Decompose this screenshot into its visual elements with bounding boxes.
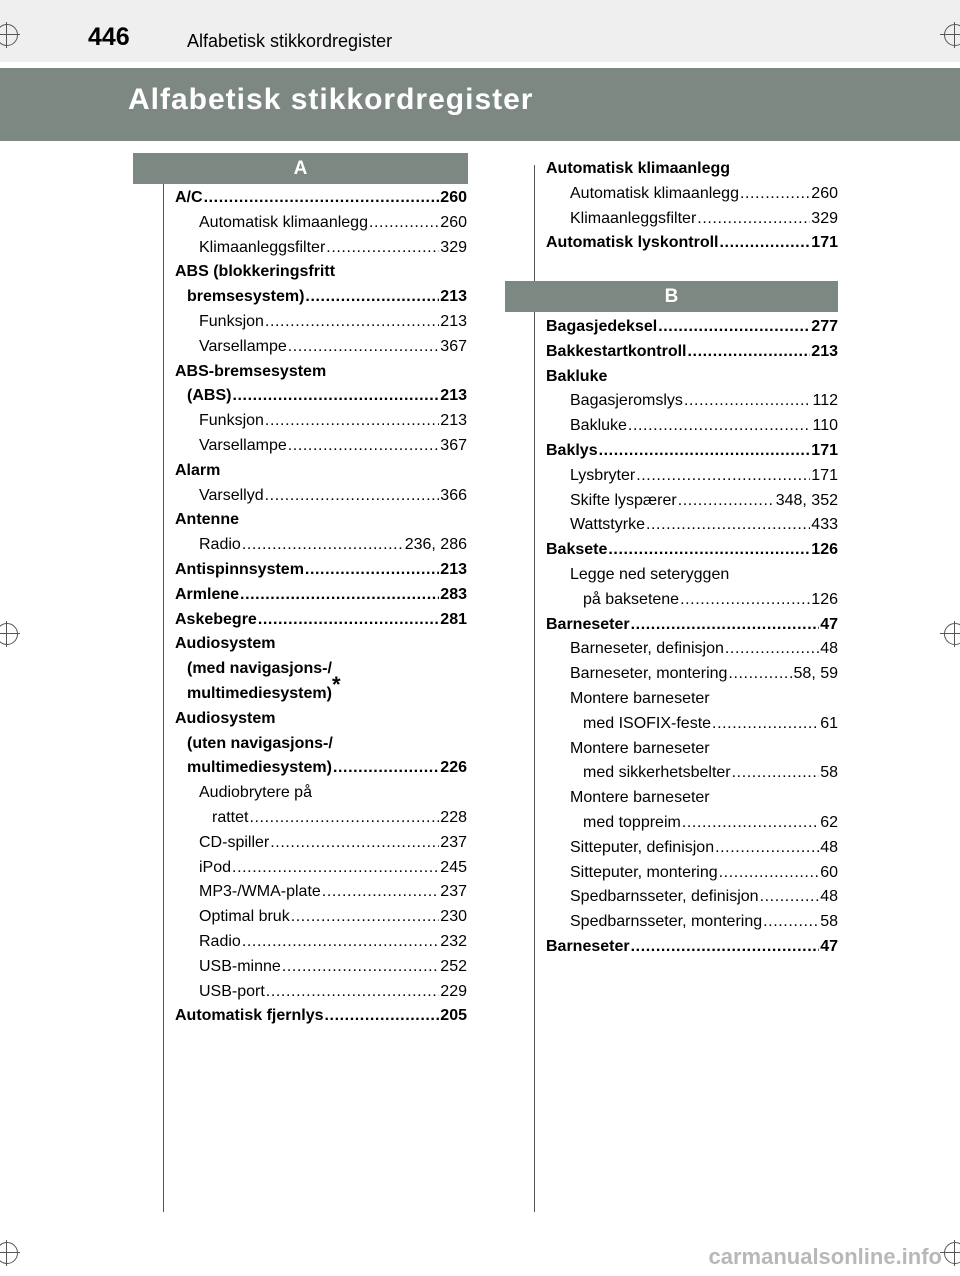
index-entry bbox=[546, 786, 838, 811]
entry-page-number: 232 bbox=[440, 932, 467, 950]
entry-term: Lysbryter bbox=[570, 466, 636, 484]
letter-band-b: B bbox=[505, 281, 838, 312]
entry-page-number: 433 bbox=[811, 516, 838, 534]
index-entry bbox=[175, 980, 467, 1005]
index-entry bbox=[175, 781, 467, 806]
dot-leader bbox=[712, 712, 819, 737]
entry-page-number: 126 bbox=[811, 541, 838, 559]
dot-leader bbox=[369, 211, 439, 236]
entry-page-number: 58, 59 bbox=[793, 665, 838, 683]
index-entry bbox=[175, 211, 467, 236]
dot-leader bbox=[249, 806, 439, 831]
entry-page-number: 112 bbox=[812, 392, 838, 410]
letter-band-a: A bbox=[133, 153, 468, 184]
page-number: 446 bbox=[88, 23, 130, 51]
entry-term: med sikkerhetsbelter bbox=[583, 764, 731, 782]
entry-term: MP3-/WMA-plate bbox=[199, 883, 321, 901]
entry-page-number: 48 bbox=[820, 838, 838, 856]
entry-page-number: 62 bbox=[820, 813, 838, 831]
index-entry bbox=[175, 459, 467, 484]
index-entry bbox=[175, 236, 467, 261]
index-entry bbox=[546, 231, 838, 256]
index-entry bbox=[175, 955, 467, 980]
dot-leader bbox=[305, 558, 439, 583]
entry-term: Baksete bbox=[546, 541, 608, 559]
entry-term: Bagasjedeksel bbox=[546, 318, 658, 335]
dot-leader bbox=[732, 761, 820, 786]
index-entry bbox=[175, 707, 467, 732]
index-entry bbox=[175, 360, 467, 385]
entry-term: Montere barneseter bbox=[570, 739, 710, 757]
dot-leader bbox=[715, 836, 819, 861]
entry-page-number: 283 bbox=[440, 585, 467, 603]
dot-leader bbox=[680, 588, 810, 613]
entry-page-number: 348, 352 bbox=[775, 491, 838, 509]
dot-leader bbox=[258, 608, 439, 633]
index-entry bbox=[546, 563, 838, 588]
entry-term: Askebegre bbox=[175, 610, 257, 628]
entry-page-number: 171 bbox=[811, 441, 838, 459]
dot-leader bbox=[631, 613, 820, 638]
index-entry bbox=[175, 285, 467, 310]
index-entry bbox=[546, 687, 838, 712]
index-entry bbox=[546, 315, 838, 340]
dot-leader bbox=[760, 885, 820, 910]
dot-leader bbox=[282, 955, 439, 980]
entry-term: Sitteputer, montering bbox=[570, 863, 718, 881]
entry-page-number: 237 bbox=[440, 833, 467, 851]
dot-leader bbox=[232, 384, 439, 409]
dot-leader bbox=[725, 637, 819, 662]
dot-leader bbox=[305, 285, 439, 310]
dot-leader bbox=[322, 880, 440, 905]
dot-leader bbox=[270, 831, 439, 856]
entry-page-number: 281 bbox=[440, 610, 467, 628]
index-column-right bbox=[546, 315, 838, 960]
entry-page-number: 226 bbox=[440, 759, 467, 777]
dot-leader bbox=[288, 335, 440, 360]
index-entry bbox=[175, 384, 467, 409]
entry-page-number: 260 bbox=[440, 213, 467, 231]
dot-leader bbox=[740, 182, 810, 207]
dot-leader bbox=[658, 315, 810, 340]
entry-term: ABS (blokkeringsfritt bbox=[175, 263, 336, 281]
entry-page-number: 58 bbox=[820, 913, 838, 931]
dot-leader bbox=[288, 434, 440, 459]
index-column-right-top bbox=[546, 157, 838, 256]
entry-term: Funksjon bbox=[199, 412, 264, 430]
entry-page-number: 236, 286 bbox=[404, 536, 467, 554]
entry-term: (uten navigasjons-/ bbox=[187, 734, 333, 752]
dot-leader bbox=[232, 856, 439, 881]
entry-term: Spedbarnsseter, definisjon bbox=[570, 888, 759, 906]
dot-leader bbox=[678, 489, 775, 514]
index-entry bbox=[546, 207, 838, 232]
entry-term: Sitteputer, definisjon bbox=[570, 838, 715, 856]
dot-leader bbox=[697, 207, 810, 232]
entry-term: Bakkestartkontroll bbox=[546, 342, 687, 360]
index-entry bbox=[546, 662, 838, 687]
dot-leader bbox=[728, 662, 792, 687]
entry-page-number: 213 bbox=[811, 342, 838, 360]
entry-term: multimediesystem) bbox=[187, 684, 332, 702]
entry-term: bremsesystem) bbox=[187, 288, 305, 306]
entry-term: Montere barneseter bbox=[570, 789, 710, 807]
dot-leader bbox=[265, 484, 440, 509]
entry-term: Barneseter bbox=[546, 937, 630, 955]
index-entry bbox=[546, 365, 838, 390]
index-entry bbox=[546, 861, 838, 886]
entry-term: Bakluke bbox=[570, 417, 627, 435]
entry-page-number: 126 bbox=[811, 590, 838, 608]
index-entry bbox=[546, 836, 838, 861]
index-entry bbox=[546, 182, 838, 207]
dot-leader bbox=[628, 414, 812, 439]
index-entry bbox=[175, 632, 467, 657]
index-entry bbox=[175, 671, 467, 707]
entry-page-number: 205 bbox=[440, 1007, 467, 1025]
index-entry bbox=[175, 186, 467, 211]
dot-leader bbox=[688, 340, 811, 365]
entry-term: Alarm bbox=[175, 461, 221, 479]
index-entry bbox=[546, 340, 838, 365]
entry-term: Armlene bbox=[175, 585, 240, 603]
entry-term: Funksjon bbox=[199, 312, 264, 330]
entry-term: USB-port bbox=[199, 982, 265, 1000]
index-column-left bbox=[175, 186, 467, 1029]
entry-page-number: 60 bbox=[820, 863, 838, 881]
entry-page-number: 213 bbox=[440, 288, 467, 306]
index-entry bbox=[175, 310, 467, 335]
index-entry bbox=[175, 335, 467, 360]
entry-term: (ABS) bbox=[187, 387, 232, 405]
dot-leader bbox=[682, 811, 819, 836]
entry-page-number: 213 bbox=[440, 560, 467, 578]
index-entry bbox=[546, 910, 838, 935]
dot-leader bbox=[240, 583, 439, 608]
dot-leader bbox=[333, 756, 439, 781]
entry-term: med toppreim bbox=[583, 813, 681, 831]
header-divider bbox=[0, 62, 960, 65]
entry-page-number: 171 bbox=[811, 466, 838, 484]
entry-term: Montere barneseter bbox=[570, 689, 710, 707]
index-entry bbox=[546, 538, 838, 563]
entry-term: Audiobrytere på bbox=[199, 784, 312, 802]
entry-term: Varsellyd bbox=[199, 486, 264, 504]
index-entry bbox=[175, 484, 467, 509]
index-entry bbox=[175, 409, 467, 434]
index-entry bbox=[546, 588, 838, 613]
entry-page-number: 367 bbox=[440, 436, 467, 454]
entry-page-number: 366 bbox=[440, 486, 467, 504]
dot-leader bbox=[719, 861, 820, 886]
dot-leader bbox=[684, 389, 812, 414]
entry-term: Skifte lyspærer bbox=[570, 491, 677, 509]
dot-leader bbox=[599, 439, 811, 464]
entry-term: Radio bbox=[199, 932, 241, 950]
index-entry bbox=[175, 657, 467, 682]
entry-term: Optimal bruk bbox=[199, 908, 290, 926]
entry-page-number: 47 bbox=[820, 615, 838, 633]
entry-page-number: 171 bbox=[811, 234, 838, 252]
dot-leader bbox=[324, 1004, 439, 1029]
index-entry bbox=[546, 761, 838, 786]
entry-term: Audiosystem bbox=[175, 709, 276, 727]
index-entry bbox=[175, 434, 467, 459]
index-entry bbox=[546, 157, 838, 182]
dot-leader bbox=[326, 236, 439, 261]
dot-leader bbox=[291, 905, 440, 930]
left-column-rule bbox=[163, 170, 164, 1212]
dot-leader bbox=[242, 930, 439, 955]
entry-page-number: 252 bbox=[440, 957, 467, 975]
index-entry bbox=[546, 389, 838, 414]
dot-leader bbox=[719, 231, 810, 256]
entry-term: Automatisk klimaanlegg bbox=[546, 160, 731, 177]
entry-page-number: 260 bbox=[811, 184, 838, 202]
entry-page-number: 228 bbox=[440, 808, 467, 826]
running-head: Alfabetisk stikkordregister bbox=[187, 31, 393, 51]
index-entry bbox=[546, 513, 838, 538]
entry-term: Automatisk lyskontroll bbox=[546, 234, 719, 252]
index-entry bbox=[175, 732, 467, 757]
index-entry bbox=[175, 756, 467, 781]
dot-leader bbox=[631, 935, 820, 960]
entry-page-number: 61 bbox=[820, 714, 838, 732]
entry-term: Bagasjeromslys bbox=[570, 392, 683, 410]
index-entry bbox=[546, 613, 838, 638]
right-column-rule bbox=[534, 165, 535, 1212]
dot-leader bbox=[265, 409, 439, 434]
index-entry bbox=[546, 811, 838, 836]
index-entry bbox=[175, 533, 467, 558]
index-entry bbox=[175, 558, 467, 583]
index-entry bbox=[175, 583, 467, 608]
index-entry bbox=[546, 439, 838, 464]
watermark: carmanualsonline.info bbox=[708, 1244, 942, 1269]
entry-term: Legge ned seteryggen bbox=[570, 565, 730, 583]
entry-page-number: 47 bbox=[820, 937, 838, 955]
entry-page-number: 213 bbox=[440, 312, 467, 330]
entry-term: Barneseter, definisjon bbox=[570, 640, 724, 658]
entry-term: Barneseter bbox=[546, 615, 630, 633]
entry-page-number: 329 bbox=[440, 238, 467, 256]
index-entry bbox=[175, 856, 467, 881]
entry-term: Automatisk klimaanlegg bbox=[199, 213, 368, 231]
entry-term: Audiosystem bbox=[175, 635, 276, 653]
entry-term: Automatisk fjernlys bbox=[175, 1007, 324, 1025]
entry-term: rattet bbox=[212, 808, 249, 826]
index-entry bbox=[175, 880, 467, 905]
entry-page-number: 48 bbox=[820, 888, 838, 906]
dot-leader bbox=[242, 533, 404, 558]
entry-page-number: 260 bbox=[440, 189, 467, 206]
page-title: Alfabetisk stikkordregister bbox=[128, 83, 534, 116]
entry-term: Klimaanleggsfilter bbox=[570, 209, 697, 227]
entry-term: Antispinnsystem bbox=[175, 560, 304, 578]
entry-term: USB-minne bbox=[199, 957, 281, 975]
entry-page-number: 329 bbox=[811, 209, 838, 227]
index-entry bbox=[175, 1004, 467, 1029]
entry-term: Varsellampe bbox=[199, 337, 287, 355]
entry-term: Spedbarnsseter, montering bbox=[570, 913, 763, 931]
entry-page-number: 245 bbox=[440, 858, 467, 876]
entry-term: Varsellampe bbox=[199, 436, 287, 454]
entry-page-number: 213 bbox=[440, 412, 467, 430]
entry-term: Klimaanleggsfilter bbox=[199, 238, 326, 256]
entry-page-number: 367 bbox=[440, 337, 467, 355]
dot-leader bbox=[266, 980, 440, 1005]
index-entry bbox=[546, 489, 838, 514]
entry-term: Antenne bbox=[175, 511, 239, 529]
dot-leader bbox=[204, 186, 440, 211]
index-entry bbox=[175, 508, 467, 533]
dot-leader bbox=[608, 538, 810, 563]
index-entry bbox=[546, 737, 838, 762]
dot-leader bbox=[636, 464, 810, 489]
index-entry bbox=[546, 637, 838, 662]
index-entry bbox=[175, 831, 467, 856]
index-entry bbox=[175, 930, 467, 955]
entry-page-number: 229 bbox=[440, 982, 467, 1000]
index-entry bbox=[175, 608, 467, 633]
entry-term: Bakluke bbox=[546, 367, 608, 385]
entry-page-number: 230 bbox=[440, 908, 467, 926]
entry-term: Automatisk klimaanlegg bbox=[570, 184, 739, 202]
entry-term: multimediesystem) bbox=[187, 759, 332, 777]
entry-term: (med navigasjons-/ bbox=[187, 660, 332, 678]
entry-term: CD-spiller bbox=[199, 833, 270, 851]
entry-page-number: 237 bbox=[440, 883, 467, 901]
entry-term: Baklys bbox=[546, 441, 598, 459]
index-entry bbox=[546, 935, 838, 960]
entry-term: ABS-bremsesystem bbox=[175, 362, 327, 380]
entry-page-number: 110 bbox=[812, 417, 838, 435]
index-entry bbox=[546, 414, 838, 439]
dot-leader bbox=[646, 513, 810, 538]
entry-term: Wattstyrke bbox=[570, 516, 645, 534]
entry-page-number: 277 bbox=[811, 318, 838, 335]
entry-term: på baksetene bbox=[583, 590, 680, 608]
entry-term: med ISOFIX-feste bbox=[583, 714, 712, 732]
index-entry bbox=[175, 806, 467, 831]
index-entry bbox=[546, 712, 838, 737]
entry-page-number: 213 bbox=[440, 387, 467, 405]
index-entry bbox=[175, 260, 467, 285]
index-entry bbox=[546, 464, 838, 489]
entry-term: iPod bbox=[199, 858, 232, 876]
entry-term: A/C bbox=[175, 189, 203, 206]
entry-term: Barneseter, montering bbox=[570, 665, 728, 683]
entry-page-number: 48 bbox=[820, 640, 838, 658]
dot-leader bbox=[265, 310, 439, 335]
footnote-asterisk: * bbox=[331, 671, 341, 697]
entry-page-number: 58 bbox=[820, 764, 838, 782]
header-bar bbox=[0, 0, 960, 62]
entry-term: Radio bbox=[199, 536, 241, 554]
dot-leader bbox=[763, 910, 819, 935]
index-entry bbox=[546, 885, 838, 910]
index-entry bbox=[175, 905, 467, 930]
